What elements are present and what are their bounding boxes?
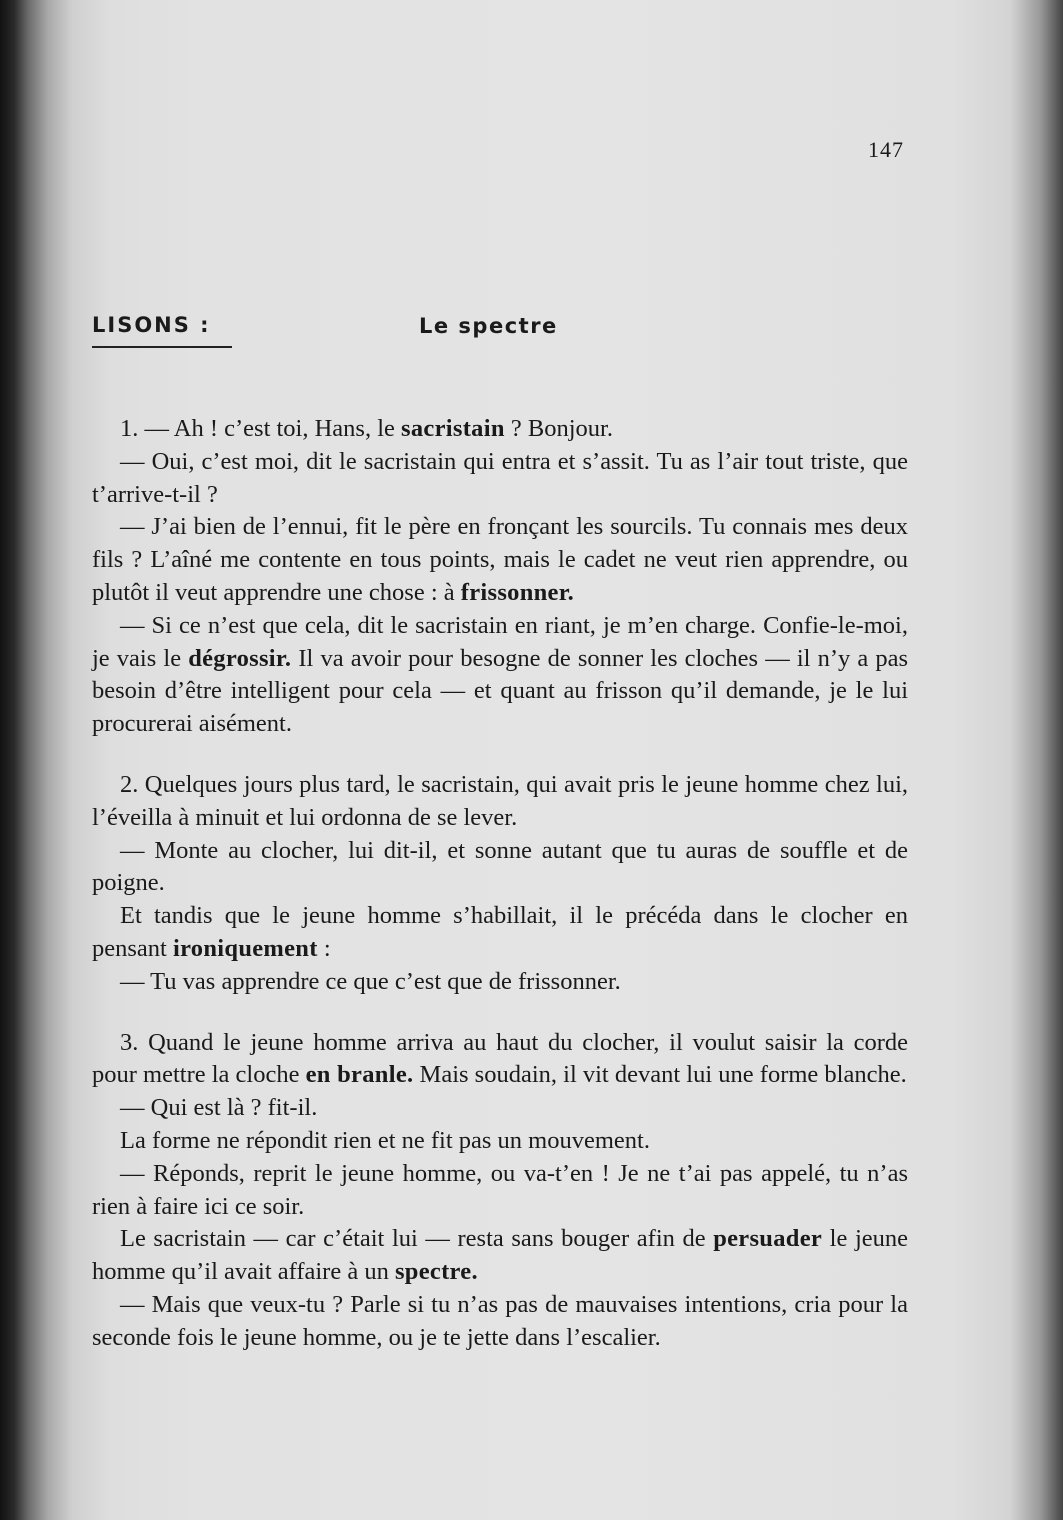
text-run: — Qui est là ? fit-il. bbox=[120, 1094, 318, 1122]
text-run: Le sacristain — car c’était lui — resta sans bouger afin de bbox=[120, 1225, 714, 1253]
paragraph bbox=[92, 1289, 908, 1355]
text-run: Il va avoir pour besogne de sonner les cloches — il n’y a pas besoin d’être intelligent pour cela — et quant au frisson qu’il demande, je le lui procurerai aisément. bbox=[92, 644, 908, 738]
text-run: 3. Quand le jeune homme arriva au haut du clocher, il voulut saisir la corde pour mettre la cloche bbox=[92, 1028, 908, 1089]
vocabulary-word: ironiquement bbox=[172, 934, 318, 962]
text-run: : bbox=[317, 934, 331, 962]
text-run: 2. Quelques jours plus tard, le sacristain, qui avait pris le jeune homme chez lui, l’éveilla à minuit et lui ordonna de se lever. bbox=[92, 770, 908, 831]
vocabulary-word: persuader bbox=[713, 1225, 823, 1253]
paragraph bbox=[92, 610, 908, 741]
paragraph bbox=[92, 1027, 908, 1093]
paragraph bbox=[92, 413, 908, 446]
text-run: — J’ai bien de l’ennui, fit le père en fronçant les sourcils. Tu connais mes deux fils ? L’aîné me contente en tous points, mais le cadet ne veut rien apprendre, ou plutôt il veut apprendre une chose : à bbox=[92, 513, 908, 606]
text-run: 1. — Ah ! c’est toi, Hans, le bbox=[120, 415, 402, 442]
text-run: — Monte au clocher, lui dit-il, et sonne autant que tu auras de souffle et de poigne. bbox=[92, 836, 908, 897]
vocabulary-word: spectre. bbox=[394, 1258, 478, 1286]
paragraph bbox=[92, 769, 908, 835]
vocabulary-word: en branle. bbox=[305, 1061, 414, 1089]
text-run: — Si ce n’est que cela, dit le sacristain en riant, je m’en charge. Confie-le-moi, je vais le bbox=[92, 611, 908, 672]
text-run: le jeune homme qu’il avait affaire à un bbox=[92, 1225, 908, 1286]
paragraph bbox=[92, 1223, 908, 1289]
paragraph bbox=[92, 966, 908, 999]
paragraph bbox=[92, 1125, 908, 1158]
text-run: — Mais que veux-tu ? Parle si tu n’as pas de mauvaises intentions, cria pour la seconde fois le jeune homme, ou je te jette dans l’escalier. bbox=[92, 1290, 908, 1351]
text-run: La forme ne répondit rien et ne fit pas un mouvement. bbox=[120, 1126, 650, 1154]
text-run: — Oui, c’est moi, dit le sacristain qui entra et s’assit. Tu as l’air tout triste, que t’arrive-t-il ? bbox=[92, 447, 908, 508]
section-label-underline bbox=[92, 346, 232, 348]
paragraph bbox=[92, 511, 908, 609]
vocabulary-word: frissonner. bbox=[460, 578, 575, 606]
paragraph bbox=[92, 446, 908, 512]
text-run: Et tandis que le jeune homme s’habillait, il le précéda dans le clocher en pensant bbox=[92, 902, 908, 962]
paragraph bbox=[92, 1092, 908, 1125]
text-run: ? Bonjour. bbox=[504, 415, 613, 442]
story-text bbox=[92, 413, 908, 1355]
page-number: 147 bbox=[868, 137, 904, 162]
paragraph bbox=[92, 1158, 908, 1224]
paragraph bbox=[92, 835, 908, 901]
text-run: — Tu vas apprendre ce que c’est que de frissonner. bbox=[120, 967, 621, 995]
story-title: Le spectre bbox=[419, 314, 558, 338]
text-run: — Réponds, reprit le jeune homme, ou va-t’en ! Je ne t’ai pas appelé, tu n’as rien à faire ici ce soir. bbox=[92, 1159, 908, 1220]
vocabulary-word: sacristain bbox=[401, 415, 505, 442]
text-run: Mais soudain, il vit devant lui une forme blanche. bbox=[413, 1061, 907, 1089]
paragraph bbox=[92, 900, 908, 966]
vocabulary-word: dégrossir. bbox=[188, 644, 292, 672]
section-label: LISONS : bbox=[92, 313, 211, 337]
